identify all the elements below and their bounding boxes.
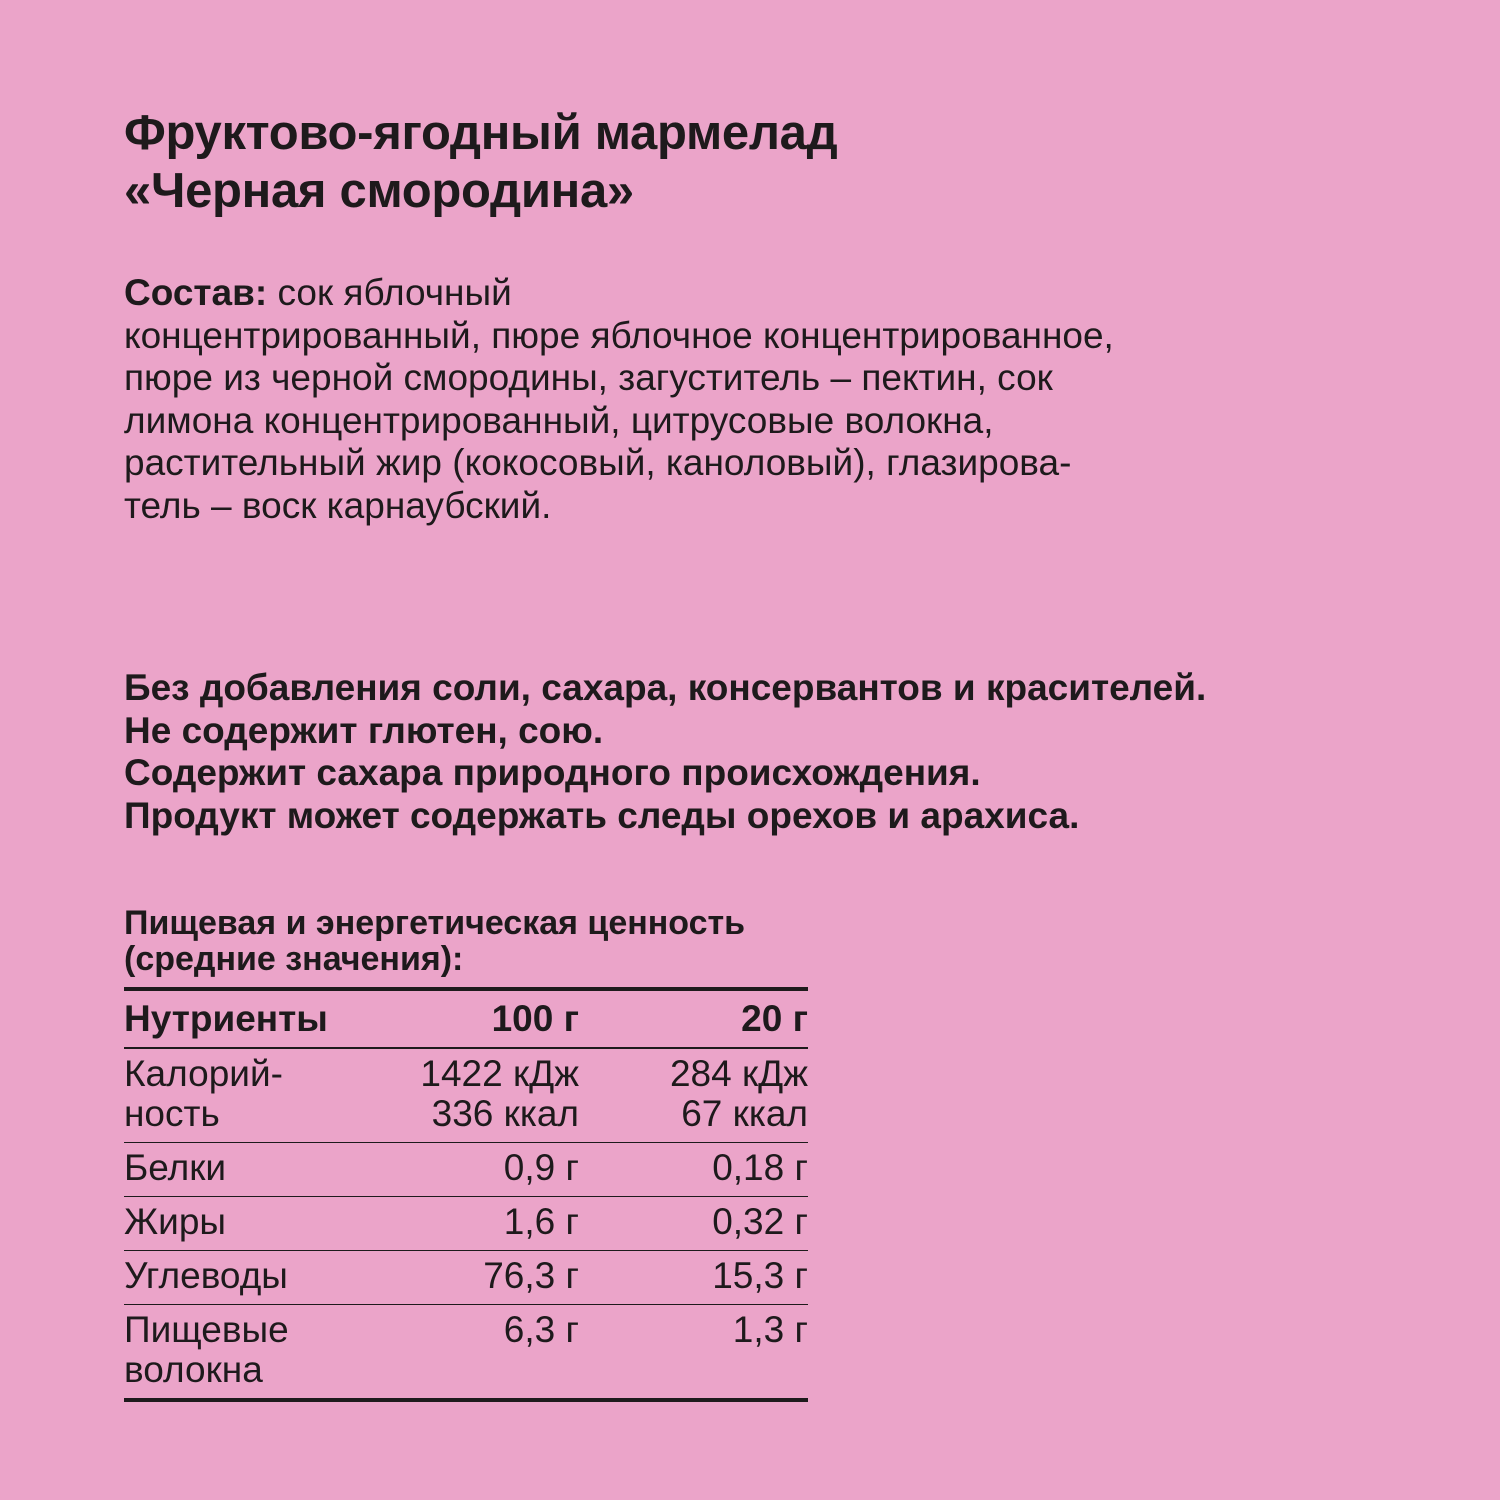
per-100g-cell (384, 1143, 579, 1197)
per-20g-value: 15,3 г (712, 1255, 808, 1296)
composition-line-5: растительный жир (кокосовый, каноловый), глазирова- (124, 442, 1072, 483)
composition-block (124, 272, 1304, 527)
per-100g-cell (384, 1048, 579, 1143)
per-100g-value: 1,6 г (503, 1201, 579, 1242)
table-row (124, 1048, 808, 1143)
nutrient-name: ность (124, 1093, 220, 1134)
nutrient-name-cell (124, 1305, 384, 1401)
label-page (124, 104, 1404, 1402)
product-title-line-1: Фруктово-ягодный мармелад (124, 106, 838, 160)
per-100g-value: 0,9 г (503, 1147, 579, 1188)
table-row (124, 1143, 808, 1197)
composition-line-4: лимона концентрированный, цитрусовые волокна, (124, 399, 994, 441)
nutrient-name: Жиры (124, 1201, 227, 1242)
product-title-line-2: «Черная смородина» (124, 164, 634, 218)
claims-block (124, 667, 1404, 837)
composition-line-3: пюре из черной смородины, загуститель – пектин, сок (124, 357, 1053, 398)
column-header-per-100g: 100 г (384, 989, 579, 1048)
nutrient-name: Белки (124, 1147, 227, 1188)
claim-nut-traces: Продукт может содержать следы орехов и арахиса. (124, 794, 1080, 836)
nutrient-name-cell (124, 1251, 384, 1305)
composition-line-2: концентрированный, пюре яблочное концентрированное, (124, 314, 1114, 356)
composition-text-1: сок яблочный (267, 272, 512, 313)
per-100g-cell (384, 1305, 579, 1401)
per-100g-value: 76,3 г (483, 1255, 579, 1296)
nutrient-name-cell (124, 1143, 384, 1197)
nutrient-name: Углеводы (124, 1255, 288, 1296)
claim-no-additives: Без добавления соли, сахара, консервантов и красителей. (124, 667, 1207, 708)
per-20g-value: 67 ккал (681, 1093, 808, 1134)
per-20g-cell (579, 1048, 808, 1143)
nutrient-name-cell (124, 1197, 384, 1251)
per-20g-value: 0,18 г (712, 1147, 808, 1188)
claim-gluten-soy-free: Не содержит глютен, сою. (124, 709, 604, 751)
nutrient-name-cell (124, 1048, 384, 1143)
per-100g-value: 6,3 г (503, 1309, 579, 1350)
composition-label: Состав: (124, 272, 268, 313)
per-20g-cell (579, 1197, 808, 1251)
nutrition-heading-line-2: (средние значения): (124, 940, 464, 978)
column-header-nutrients: Нутриенты (124, 989, 384, 1048)
table-row (124, 1251, 808, 1305)
nutrient-name: Пищевые волокна (124, 1309, 289, 1390)
per-100g-cell (384, 1197, 579, 1251)
per-20g-cell (579, 1143, 808, 1197)
per-100g-value: 336 ккал (431, 1093, 579, 1134)
nutrition-heading (124, 905, 1404, 977)
composition-line-1 (124, 272, 1304, 315)
per-20g-value: 284 кДж (669, 1053, 808, 1094)
per-20g-cell (579, 1251, 808, 1305)
per-20g-cell (579, 1305, 808, 1401)
table-row (124, 1197, 808, 1251)
claim-natural-sugars: Содержит сахара природного происхождения. (124, 752, 981, 793)
per-100g-cell (384, 1251, 579, 1305)
nutrition-table (124, 987, 808, 1402)
nutrition-header-row (124, 989, 808, 1048)
per-20g-value: 1,3 г (732, 1309, 808, 1350)
product-title (124, 104, 1404, 220)
nutrition-heading-line-1: Пищевая и энергетическая ценность (124, 904, 746, 942)
nutrient-name: Калорий- (124, 1053, 283, 1094)
column-header-per-20g: 20 г (579, 989, 808, 1048)
composition-line-6: тель – воск карнаубский. (124, 484, 552, 526)
table-row (124, 1305, 808, 1401)
per-20g-value: 0,32 г (712, 1201, 808, 1242)
per-100g-value: 1422 кДж (420, 1053, 579, 1094)
